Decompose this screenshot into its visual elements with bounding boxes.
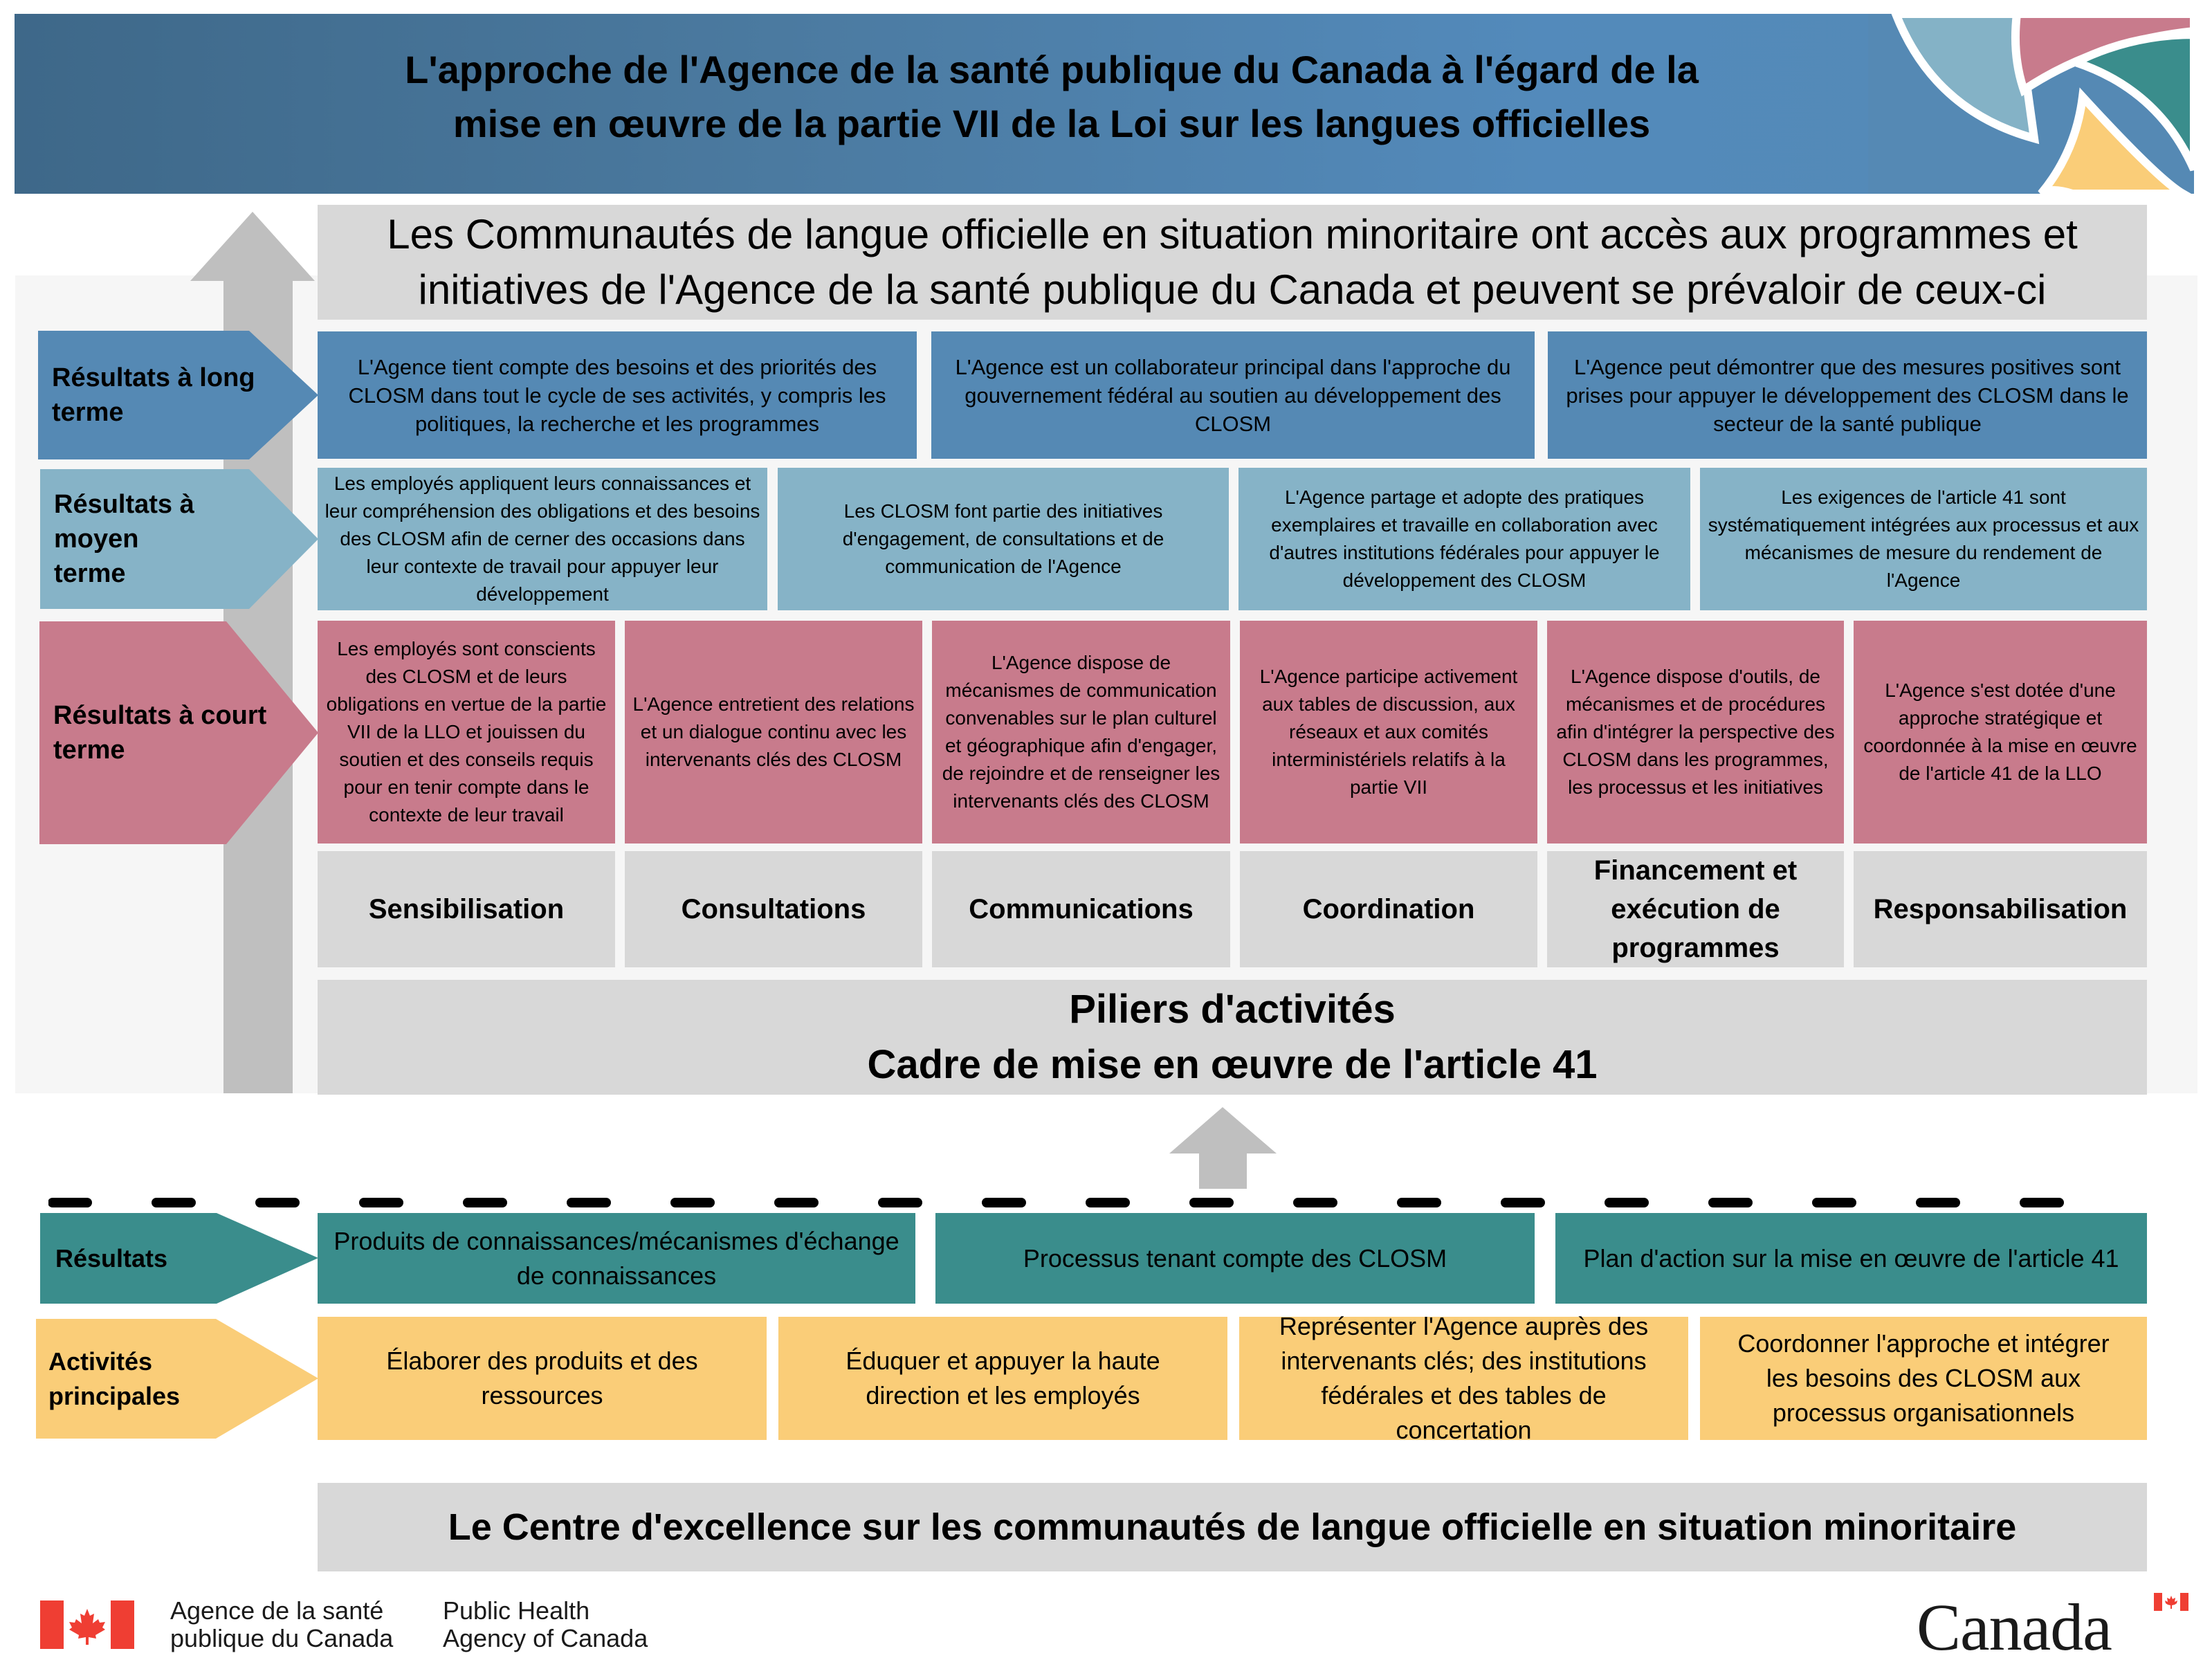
row-label-activities: Activités principales — [48, 1347, 181, 1410]
decorative-pinwheel-icon — [1868, 14, 2194, 194]
label-line: Résultats à moyen — [54, 490, 194, 554]
title-line-1: L'approche de l'Agence de la santé publique du Canada à l'égard de la — [405, 48, 1699, 91]
short-term-outcome: Les employés sont conscients des CLOSM et de leurs obligations en vertue de la partie VII de la LLO et jouissen du soutien et des conseils requis pour en tenir compte dans le contexte de leur travail — [318, 621, 615, 843]
short-term-outcome: L'Agence participe activement aux tables de discussion, aux réseaux et aux comités interministériels relatifs à la partie VII — [1240, 621, 1537, 843]
title-line-2: mise en œuvre de la partie VII de la Loi sur les langues officielles — [453, 102, 1651, 145]
long-term-outcome: L'Agence est un collaborateur principal dans l'approche du gouvernement fédéral au soutien au développement des CLOSM — [931, 331, 1535, 459]
up-arrow-icon — [1169, 1107, 1277, 1189]
activity-item: Éduquer et appuyer la haute direction et les employés — [778, 1317, 1227, 1440]
long-term-outcome: L'Agence peut démontrer que des mesures positives sont prises pour appuyer le développement des CLOSM dans le secteur de la santé publique — [1548, 331, 2147, 459]
medium-term-outcome: Les CLOSM font partie des initiatives d'engagement, de consultations et de communication de l'Agence — [778, 468, 1229, 610]
agency-fr-line: Agence de la santé — [170, 1596, 384, 1625]
row-label-short-term — [39, 621, 268, 844]
label-line: Résultats à long — [52, 363, 255, 392]
short-term-outcome: L'Agence dispose d'outils, de mécanismes et de procédures afin d'intégrer la perspective des CLOSM dans les programmes, les processus et les initiatives — [1547, 621, 1844, 843]
centre-of-excellence: Le Centre d'excellence sur les communautés de langue officielle en situation minoritaire — [318, 1483, 2147, 1571]
row-label-results: Résultats — [55, 1243, 168, 1273]
short-term-outcome: L'Agence entretient des relations et un dialogue continu avec les intervenants clés des CLOSM — [625, 621, 922, 843]
agency-name-en — [443, 1597, 706, 1652]
activity-item: Coordonner l'approche et intégrer les besoins des CLOSM aux processus organisationnels — [1700, 1317, 2147, 1440]
medium-term-outcome: Les employés appliquent leurs connaissances et leur compréhension des obligations et des besoins des CLOSM afin de cerner des occasions dans leur contexte de travail pour appuyer leur développement — [318, 468, 767, 610]
result-item: Produits de connaissances/mécanismes d'échange de connaissances — [318, 1213, 915, 1304]
agency-name-fr — [170, 1597, 433, 1652]
pillar-sensibilisation: Sensibilisation — [318, 851, 615, 967]
pillar-responsabilisation: Responsabilisation — [1854, 851, 2147, 967]
agency-en-line: Public Health — [443, 1596, 590, 1625]
ultimate-outcome — [318, 205, 2147, 320]
label-line: terme — [53, 736, 125, 765]
canada-wordmark — [1917, 1590, 2179, 1664]
goal-line-2: initiatives de l'Agence de la santé publique du Canada et peuvent se prévaloir de ceux-ci — [418, 266, 2047, 313]
canada-flag-icon — [40, 1600, 134, 1649]
page-title — [249, 42, 1854, 152]
agency-fr-line: publique du Canada — [170, 1624, 394, 1652]
short-term-outcome: L'Agence s'est dotée d'une approche stratégique et coordonnée à la mise en œuvre de l'article 41 de la LLO — [1854, 621, 2147, 843]
pillar-financement: Financement et exécution de programmes — [1547, 851, 1844, 967]
pillars-title-line-1: Piliers d'activités — [1069, 987, 1396, 1032]
pillar-consultations: Consultations — [625, 851, 922, 967]
activity-item: Représenter l'Agence auprès des intervenants clés; des institutions fédérales et des tables de concertation — [1239, 1317, 1688, 1440]
medium-term-outcome: L'Agence partage et adopte des pratiques exemplaires et travaille en collaboration avec d'autres institutions fédérales pour appuyer le développement des CLOSM — [1238, 468, 1690, 610]
long-term-outcome: L'Agence tient compte des besoins et des priorités des CLOSM dans tout le cycle de ses activités, y compris les politiques, la recherche et les programmes — [318, 331, 917, 459]
goal-line-1: Les Communautés de langue officielle en situation minoritaire ont accès aux programmes et — [387, 211, 2078, 257]
label-line: terme — [54, 559, 126, 588]
row-label-long-term — [38, 331, 259, 459]
pillar-coordination: Coordination — [1240, 851, 1537, 967]
row-label-medium-term — [40, 469, 275, 609]
pillars-title-line-2: Cadre de mise en œuvre de l'article 41 — [867, 1042, 1598, 1087]
pillars-title — [318, 980, 2147, 1095]
medium-term-outcome: Les exigences de l'article 41 sont systématiquement intégrées aux processus et aux mécanismes de mesure du rendement de l'Agence — [1700, 468, 2147, 610]
short-term-outcome: L'Agence dispose de mécanismes de communication convenables sur le plan culturel et géographique afin d'engager, de rejoindre et de renseigner les intervenants clés des CLOSM — [932, 621, 1230, 843]
label-line: terme — [52, 398, 124, 427]
agency-en-line: Agency of Canada — [443, 1624, 648, 1652]
activity-item: Élaborer des produits et des ressources — [318, 1317, 767, 1440]
result-item: Processus tenant compte des CLOSM — [935, 1213, 1535, 1304]
canada-wordmark-text: Canada — [1917, 1590, 2112, 1664]
dashed-divider — [48, 1196, 2124, 1210]
canada-flag-icon — [2154, 1593, 2188, 1611]
label-line: Résultats à court — [53, 701, 267, 730]
result-item: Plan d'action sur la mise en œuvre de l'article 41 — [1555, 1213, 2147, 1304]
pillar-communications: Communications — [932, 851, 1230, 967]
